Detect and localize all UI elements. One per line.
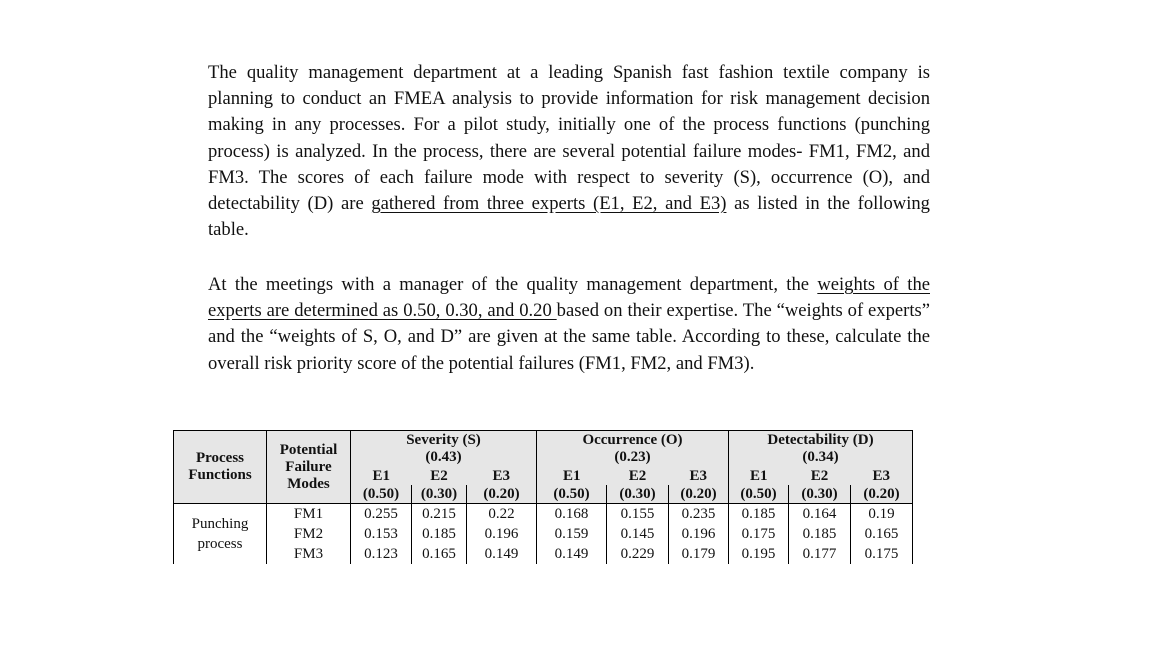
header-expert-weight: (0.20) <box>851 485 913 504</box>
header-severity: Severity (S) (0.43) <box>351 431 537 468</box>
score-cell: 0.165 <box>851 524 913 544</box>
score-cell: 0.149 <box>537 544 607 564</box>
score-cell: 0.215 <box>412 504 467 525</box>
failure-mode-cell: FM3 <box>267 544 351 564</box>
header-process-functions: Process Functions <box>174 431 267 504</box>
header-expert: E1 <box>537 467 607 485</box>
problem-paragraph-1 <box>208 60 930 243</box>
header-occurrence: Occurrence (O) (0.23) <box>537 431 729 468</box>
score-cell: 0.123 <box>351 544 412 564</box>
score-cell: 0.196 <box>669 524 729 544</box>
header-expert-weight: (0.20) <box>467 485 537 504</box>
header-expert-weight: (0.50) <box>729 485 789 504</box>
score-cell: 0.145 <box>607 524 669 544</box>
header-expert-weight: (0.30) <box>412 485 467 504</box>
score-cell: 0.185 <box>412 524 467 544</box>
score-cell: 0.164 <box>789 504 851 525</box>
score-cell: 0.255 <box>351 504 412 525</box>
score-cell: 0.149 <box>467 544 537 564</box>
score-cell: 0.155 <box>607 504 669 525</box>
score-cell: 0.19 <box>851 504 913 525</box>
underlined-text: gathered from three experts (E1, E2, and E3) <box>371 193 727 215</box>
paragraph-text: The quality management department at a leading Spanish fast fashion textile company is planning to conduct an FMEA analysis to provide information for risk management decision making in any processes. For a pilot study, initially one of the process functions (punching process) is analyzed. In the process, there are several potential failure modes- FM1, FM2, and FM3. The scores of each failure mode with respect to severity (S), occurrence (O), and detectability (D) are <box>208 62 930 215</box>
score-cell: 0.165 <box>412 544 467 564</box>
score-cell: 0.22 <box>467 504 537 525</box>
header-expert: E1 <box>351 467 412 485</box>
failure-mode-cell: FM1 <box>267 504 351 525</box>
header-expert: E1 <box>729 467 789 485</box>
header-expert-weight: (0.30) <box>607 485 669 504</box>
score-cell: 0.235 <box>669 504 729 525</box>
paragraph-text: as listed in the following table. <box>208 193 930 241</box>
header-expert-weight: (0.50) <box>351 485 412 504</box>
score-cell: 0.229 <box>607 544 669 564</box>
problem-paragraph-2 <box>208 272 930 377</box>
header-expert: E3 <box>851 467 913 485</box>
score-cell: 0.177 <box>789 544 851 564</box>
score-cell: 0.179 <box>669 544 729 564</box>
header-expert: E3 <box>467 467 537 485</box>
score-cell: 0.159 <box>537 524 607 544</box>
paragraph-text: based on their expertise. The “weights of experts” and the “weights of S, O, and D” are given at the same table. According to these, calculate the overall risk priority score of the potential failures (FM1, FM2, and FM3). <box>208 300 930 374</box>
fmea-scores-table <box>173 430 913 564</box>
header-expert: E2 <box>789 467 851 485</box>
header-expert-weight: (0.30) <box>789 485 851 504</box>
failure-mode-cell: FM2 <box>267 524 351 544</box>
score-cell: 0.185 <box>789 524 851 544</box>
score-cell: 0.168 <box>537 504 607 525</box>
header-expert: E2 <box>607 467 669 485</box>
process-name-cell: Punching process <box>174 504 267 565</box>
header-detectability: Detectability (D) (0.34) <box>729 431 913 468</box>
score-cell: 0.153 <box>351 524 412 544</box>
paragraph-text: At the meetings with a manager of the quality management department, the <box>208 274 818 295</box>
header-expert: E2 <box>412 467 467 485</box>
header-expert-weight: (0.50) <box>537 485 607 504</box>
score-cell: 0.196 <box>467 524 537 544</box>
underlined-text: weights of the experts are determined as 0.50, 0.30, and 0.20 <box>208 274 930 322</box>
score-cell: 0.195 <box>729 544 789 564</box>
header-expert: E3 <box>669 467 729 485</box>
header-potential-failure-modes: Potential Failure Modes <box>267 431 351 504</box>
score-cell: 0.185 <box>729 504 789 525</box>
header-expert-weight: (0.20) <box>669 485 729 504</box>
score-cell: 0.175 <box>729 524 789 544</box>
score-cell: 0.175 <box>851 544 913 564</box>
